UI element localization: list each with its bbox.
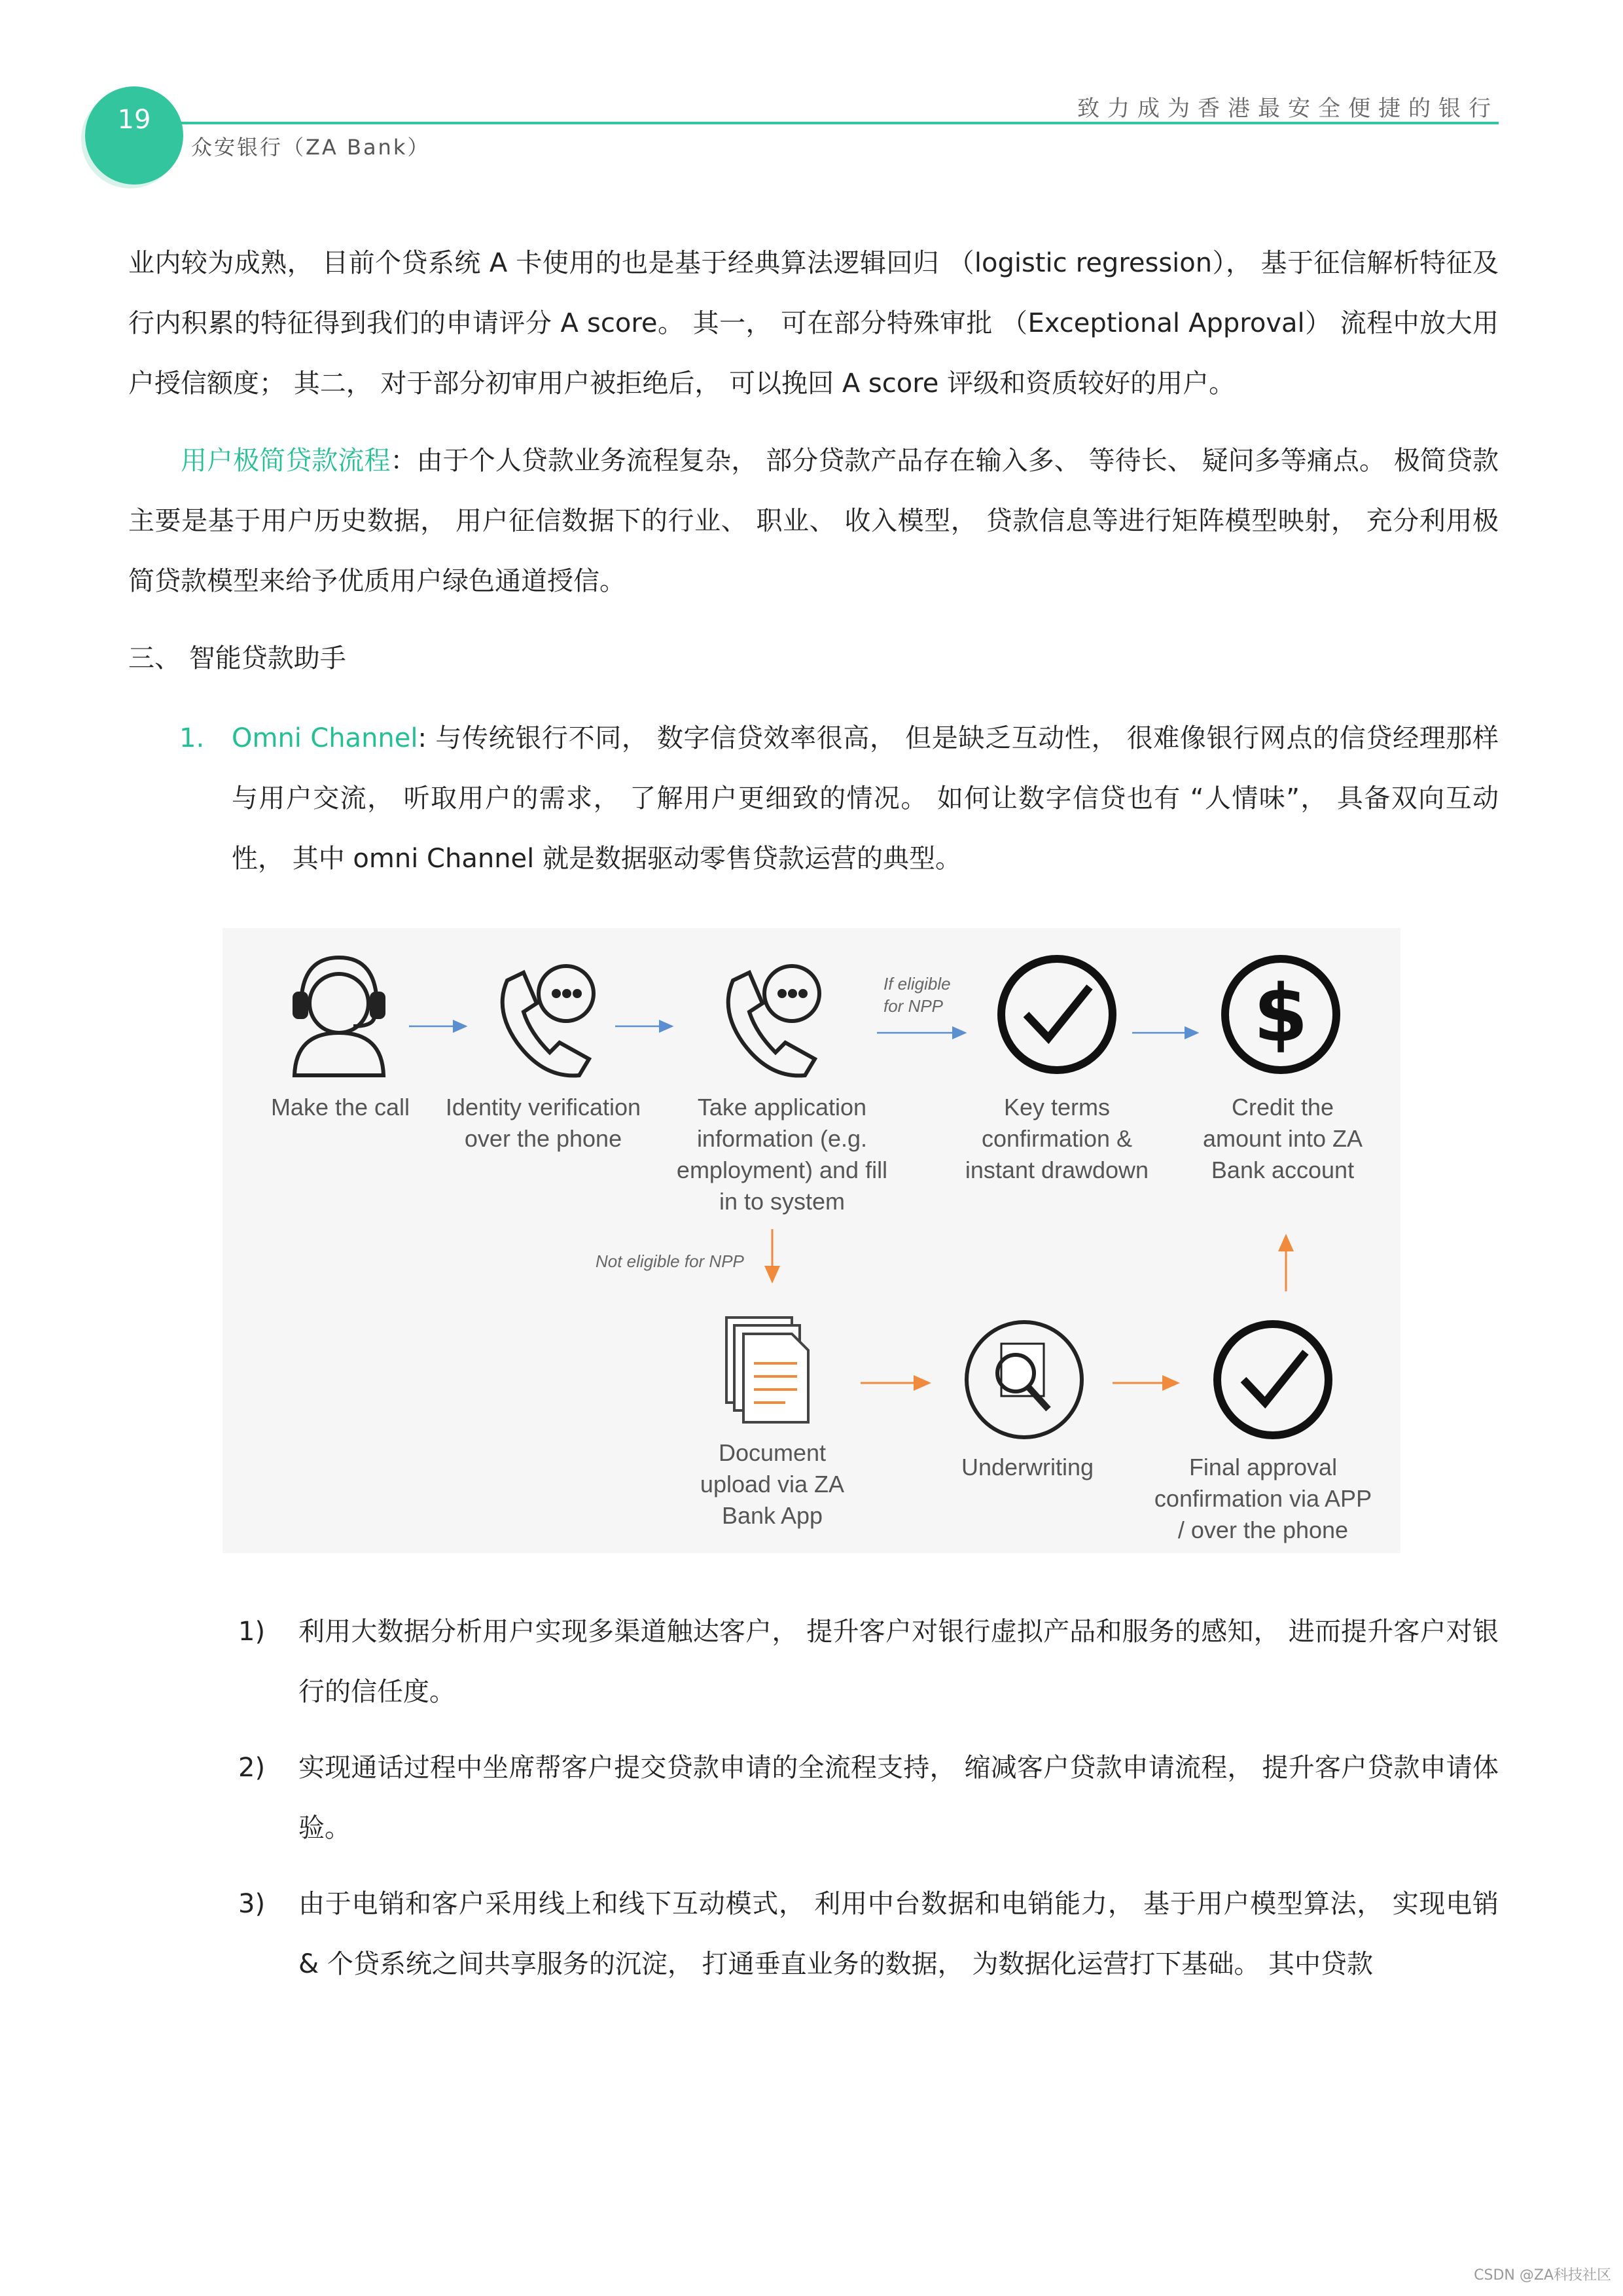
page-number: 19 — [117, 105, 151, 135]
watermark: CSDN @ZA科技社区 — [1474, 2267, 1611, 2284]
paragraph-a-score: 业内较为成熟， 目前个贷系统 A 卡使用的也是基于经典算法逻辑回归 （logistic regression）， 基于征信解析特征及行内积累的特征得到我们的申请评分 A score。 其一， 可在部分特殊审批 （Exceptional Approval） 流程中放大用户授信额度； 其二， 对于部分初审用户被拒绝后， 可以挽回 A score 评级和资质较好的用户。 — [128, 248, 1499, 399]
step-identity: Identity verification over the phone — [445, 1094, 641, 1152]
header-bank-name: 众安银行（ZA Bank） — [191, 135, 431, 160]
step-underwriting: Underwriting — [961, 1454, 1094, 1480]
annotation-eligible: If eligible for NPP — [883, 974, 951, 1016]
point-3-text: 由于电销和客户采用线上和线下互动模式， 利用中台数据和电销能力， 基于用户模型算法， 实现电销 & 个贷系统之间共享服务的沉淀， 打通垂直业务的数据， 为数据化运营打下基础。 其中贷款 — [298, 1889, 1499, 1979]
point-1-number: 1) — [238, 1617, 266, 1647]
header-title: 致力成为香港最安全便捷的银行 — [1077, 96, 1499, 122]
final-checkmark-icon — [1217, 1324, 1329, 1435]
step-document: Document upload via ZA Bank App — [700, 1439, 845, 1529]
section-heading: 三、 智能贷款助手 — [128, 643, 346, 673]
omni-channel-diagram — [223, 928, 1400, 1553]
point-1-text: 利用大数据分析用户实现多渠道触达客户， 提升客户对银行虚拟产品和服务的感知， 进而提升客户对银行的信任度。 — [298, 1617, 1499, 1707]
step-credit: Credit the amount into ZA Bank account — [1202, 1094, 1363, 1183]
step-application: Take application information (e.g. employment) and fill in to system — [676, 1094, 888, 1215]
simple-loan-text: ：由于个人贷款业务流程复杂， 部分贷款产品存在输入多、 等待长、 疑问多等痛点。 极简贷款主要是基于用户历史数据， 用户征信数据下的行业、 职业、 收入模型， 贷款信息等进行矩阵模型映射， 充分利用极简贷款模型来给予优质用户绿色通道授信。 — [128, 446, 1499, 596]
paragraph-simple-loan — [128, 431, 1499, 611]
item1-paragraph — [232, 708, 1499, 889]
annotation-not-eligible: Not eligible for NPP — [596, 1251, 744, 1271]
svg-text:$: $ — [1253, 969, 1308, 1060]
step-make-call: Make the call — [270, 1094, 410, 1121]
document-icon — [726, 1318, 808, 1422]
point-3-number: 3) — [238, 1889, 266, 1919]
point-2-number: 2) — [238, 1753, 266, 1783]
phone-chat-icon — [503, 966, 594, 1075]
step-final-approval: Final approval confirmation via APP / over the phone — [1154, 1454, 1372, 1543]
step-key-terms: Key terms confirmation & instant drawdown — [965, 1094, 1149, 1183]
phone-chat-icon-2 — [728, 966, 819, 1075]
item1-title: Omni Channel — [232, 723, 418, 753]
dollar-circle-icon — [1225, 959, 1336, 1070]
page-number-badge — [85, 86, 183, 185]
checkmark-circle-icon — [1001, 959, 1113, 1070]
point-2-text: 实现通话过程中坐席帮客户提交贷款申请的全流程支持， 缩减客户贷款申请流程， 提升客户贷款申请体验。 — [298, 1753, 1499, 1843]
headset-person-icon — [294, 958, 383, 1075]
underwriting-magnifier-icon — [967, 1322, 1082, 1437]
item1-number: 1. — [179, 723, 205, 753]
highlight-simple-loan: 用户极简贷款流程 — [181, 446, 391, 476]
item1-text: : 与传统银行不同， 数字信贷效率很高， 但是缺乏互动性， 很难像银行网点的信贷经理那样与用户交流， 听取用户的需求， 了解用户更细致的情况。 如何让数字信贷也有 “人情味”， 具备双向互动性， 其中 omni Channel 就是数据驱动零售贷款运营的典型。 — [232, 723, 1499, 874]
